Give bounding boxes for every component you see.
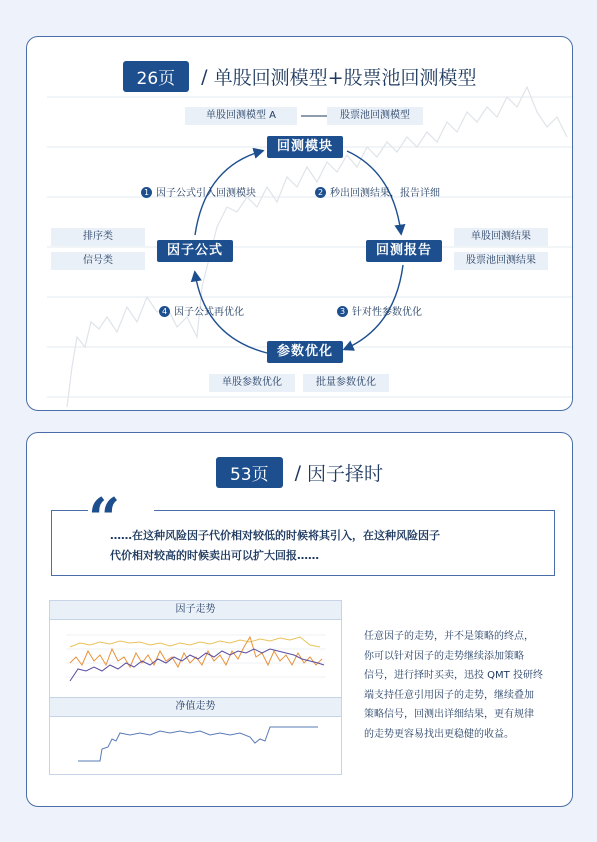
- signal-type-chip: 信号类: [51, 252, 145, 270]
- page-badge-2: 53页: [216, 457, 283, 488]
- section-title: 单股回测模型+股票池回测模型: [213, 67, 477, 89]
- single-stock-model-chip: 单股回测模型 A: [185, 107, 297, 125]
- step-4-badge: 4: [159, 306, 170, 317]
- quote-line-1: ……在这种风险因子代价相对较低的时候将其引入，在这种风险因子: [110, 529, 440, 542]
- quote-line-2: 代价相对较高的时候卖出可以扩大回报……: [110, 549, 319, 562]
- step-4-text: 因子公式再优化: [174, 307, 244, 318]
- description-line-3: 信号，进行择时买卖，迅投 QMT 投研终: [364, 670, 543, 681]
- parameter-optimization-node: 参数优化: [267, 341, 343, 363]
- description-line-1: 任意因子的走势，并不是策略的终点，: [364, 631, 534, 642]
- stock-pool-result-chip: 股票池回测结果: [454, 252, 548, 270]
- step-4-label: [159, 303, 244, 318]
- section-title-2: 因子择时: [307, 463, 384, 485]
- single-param-opt-chip: 单股参数优化: [209, 374, 295, 392]
- net-value-trend-title: 净值走势: [50, 697, 341, 717]
- factor-formula-node: 因子公式: [157, 240, 233, 262]
- single-stock-result-chip: 单股回测结果: [454, 228, 548, 246]
- step-3-badge: 3: [337, 306, 348, 317]
- factor-trend-title: 因子走势: [50, 601, 341, 620]
- stock-pool-model-chip: 股票池回测模型: [327, 107, 423, 125]
- title-slash: /: [201, 65, 208, 88]
- description-line-5: 策略信号，回测出详细结果，更有规律: [364, 709, 534, 720]
- step-3-text: 针对性参数优化: [352, 307, 422, 318]
- sort-type-chip: 排序类: [51, 228, 145, 246]
- description-line-4: 端支持任意引用因子的走势，继续叠加: [364, 689, 534, 701]
- factor-trend-chart: [50, 621, 341, 693]
- description-block: [364, 627, 564, 744]
- step-1-badge: 1: [141, 187, 152, 198]
- quote-box: [51, 486, 555, 576]
- description-line-6: 的走势更容易找出更稳健的收益。: [364, 728, 514, 740]
- title-slash-2: /: [294, 461, 302, 484]
- step-1-text: 因子公式引入回测模块: [156, 188, 256, 199]
- step-3-label: [337, 303, 422, 318]
- factor-timing-card: [26, 432, 573, 807]
- quote-mark-icon: “: [88, 491, 154, 521]
- backtest-report-node: 回测报告: [366, 240, 442, 262]
- step-2-badge: 2: [315, 187, 326, 198]
- batch-param-opt-chip: 批量参数优化: [303, 374, 389, 392]
- backtest-module-node: 回测模块: [267, 136, 343, 158]
- chart-panels: [49, 600, 342, 775]
- step-2-label: [315, 184, 440, 199]
- step-2-text: 秒出回测结果，报告详细: [330, 188, 440, 199]
- step-1-label: [141, 184, 256, 199]
- backtest-model-card: [26, 36, 573, 411]
- section2-title-row: [27, 457, 572, 488]
- net-value-trend-chart: [50, 717, 341, 775]
- description-line-2: 你可以针对因子的走势继续添加策略: [364, 650, 524, 662]
- page-badge: 26页: [123, 61, 190, 92]
